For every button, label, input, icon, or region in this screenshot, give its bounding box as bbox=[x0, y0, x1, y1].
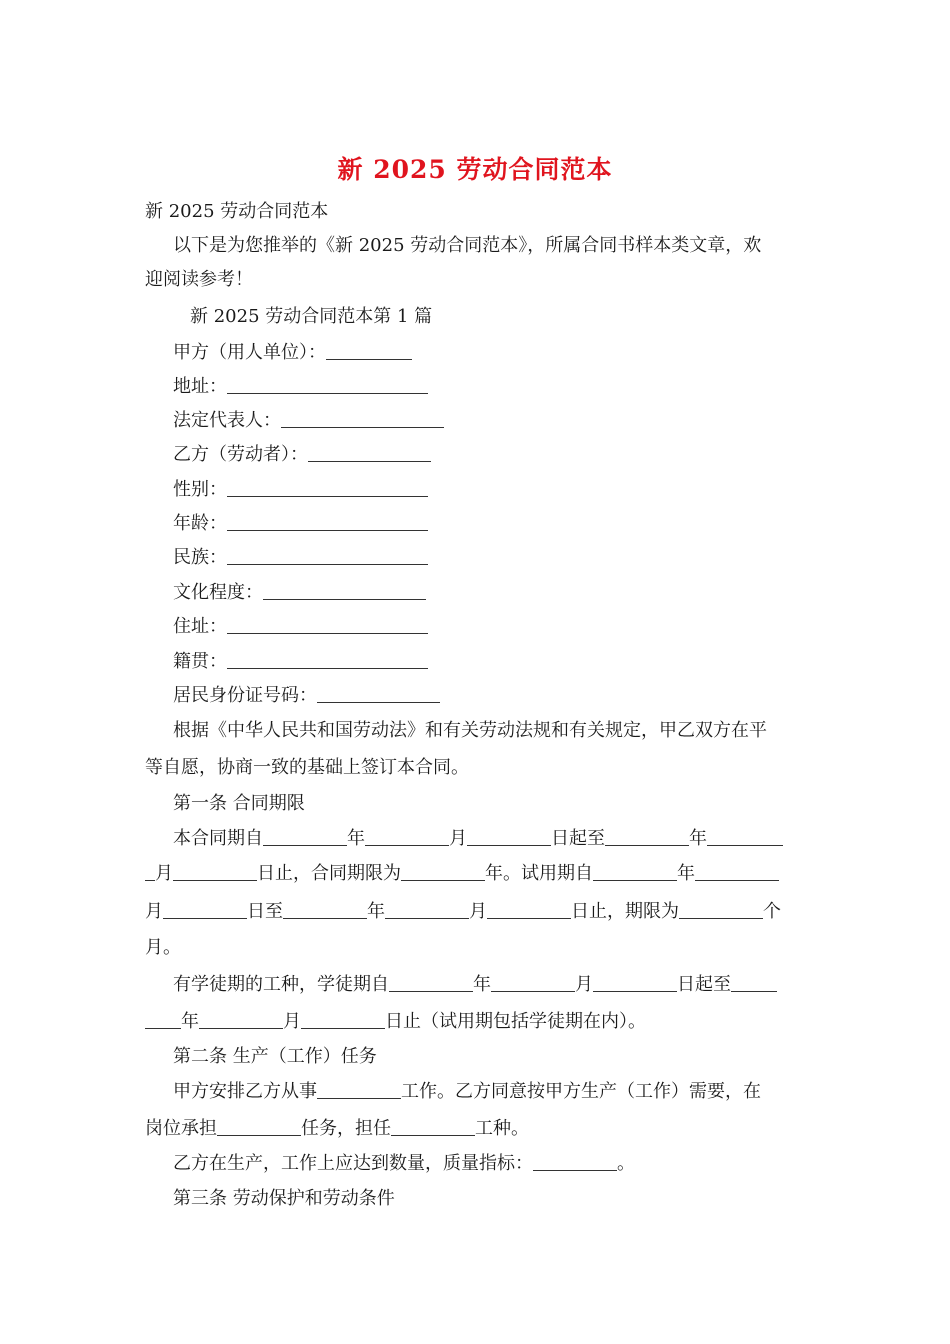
text-fragment: 工作。乙方同意按甲方生产（工作）需要，在 bbox=[401, 1081, 761, 1102]
blank-line bbox=[227, 375, 428, 394]
document-name: 新 2025 劳动合同范本 bbox=[145, 201, 329, 222]
intro-line-1: 以下是为您推举的《新 2025 劳动合同范本》，所属合同书样本类文章，欢 bbox=[173, 235, 762, 256]
text-fragment: 年。试用期自 bbox=[485, 863, 593, 884]
blank-line bbox=[227, 615, 428, 634]
field-label: 文化程度： bbox=[173, 582, 263, 603]
text-fragment: 本合同期自 bbox=[173, 828, 263, 849]
blank-line bbox=[163, 900, 247, 919]
text-fragment: 年 bbox=[689, 828, 707, 849]
basis-line-1: 根据《中华人民共和国劳动法》和有关劳动法规和有关规定，甲乙双方在平 bbox=[173, 720, 767, 741]
article-2-line-2 bbox=[145, 1117, 529, 1141]
blank-line bbox=[317, 684, 440, 703]
text-fragment: 月 bbox=[155, 863, 173, 884]
text-fragment: 日止，合同期限为 bbox=[257, 863, 401, 884]
blank-line bbox=[227, 478, 428, 497]
blank-line bbox=[281, 409, 444, 428]
field-party-b bbox=[173, 443, 431, 467]
blank-line bbox=[533, 1152, 617, 1171]
field-party-a bbox=[173, 341, 412, 365]
text-fragment: 岗位承担 bbox=[145, 1118, 217, 1139]
blank-line bbox=[695, 862, 779, 881]
text-fragment: 月 bbox=[145, 901, 163, 922]
document-title: 新 2025 劳动合同范本 bbox=[337, 155, 613, 184]
blank-line bbox=[391, 1117, 475, 1136]
text-fragment: 月 bbox=[575, 974, 593, 995]
text-fragment: 日止（试用期包括学徒期在内）。 bbox=[385, 1011, 646, 1032]
blank-line bbox=[487, 900, 571, 919]
text-fragment: 年 bbox=[181, 1011, 199, 1032]
field-education bbox=[173, 581, 426, 605]
text-fragment: 日起至 bbox=[551, 828, 605, 849]
text-fragment: 日起至 bbox=[677, 974, 731, 995]
field-residence bbox=[173, 615, 428, 639]
blank-line bbox=[227, 650, 428, 669]
blank-line bbox=[173, 862, 257, 881]
blank-line bbox=[593, 973, 677, 992]
blank-line bbox=[365, 827, 449, 846]
field-native-place bbox=[173, 650, 428, 674]
field-label: 法定代表人： bbox=[173, 410, 281, 431]
article-1-line-3 bbox=[145, 900, 781, 924]
blank-line bbox=[263, 581, 426, 600]
text-fragment: 日至 bbox=[247, 901, 283, 922]
blank-line bbox=[145, 862, 155, 881]
text-fragment: 甲方安排乙方从事 bbox=[173, 1081, 317, 1102]
text-fragment: 工种。 bbox=[475, 1118, 529, 1139]
blank-line bbox=[263, 827, 347, 846]
apprentice-line-1 bbox=[173, 973, 777, 997]
blank-line bbox=[467, 827, 551, 846]
field-id-number bbox=[173, 684, 440, 708]
blank-line bbox=[491, 973, 575, 992]
article-1-line-2 bbox=[145, 862, 779, 886]
text-fragment: 年 bbox=[677, 863, 695, 884]
article-3-heading: 第三条 劳动保护和劳动条件 bbox=[173, 1188, 395, 1209]
basis-line-2: 等自愿，协商一致的基础上签订本合同。 bbox=[145, 757, 469, 778]
field-label: 地址： bbox=[173, 376, 227, 397]
blank-line bbox=[679, 900, 763, 919]
article-2-line-1 bbox=[173, 1080, 761, 1104]
field-label: 年龄： bbox=[173, 513, 227, 534]
field-label: 乙方（劳动者）： bbox=[173, 444, 308, 465]
blank-line bbox=[389, 973, 473, 992]
field-label: 居民身份证号码： bbox=[173, 685, 317, 706]
text-fragment: 乙方在生产，工作上应达到数量，质量指标： bbox=[173, 1153, 533, 1174]
blank-line bbox=[308, 443, 431, 462]
blank-line bbox=[227, 546, 428, 565]
text-fragment: 任务，担任 bbox=[301, 1118, 391, 1139]
field-label: 甲方（用人单位）： bbox=[173, 342, 326, 363]
article-2-heading: 第二条 生产（工作）任务 bbox=[173, 1046, 377, 1067]
blank-line bbox=[199, 1010, 283, 1029]
blank-line bbox=[217, 1117, 301, 1136]
text-fragment: 月 bbox=[469, 901, 487, 922]
blank-line bbox=[707, 827, 783, 846]
text-fragment: 年 bbox=[367, 901, 385, 922]
blank-line bbox=[145, 1010, 181, 1029]
text-fragment: 年 bbox=[473, 974, 491, 995]
blank-line bbox=[731, 973, 777, 992]
text-fragment: 有学徒期的工种，学徒期自 bbox=[173, 974, 389, 995]
blank-line bbox=[401, 862, 485, 881]
blank-line bbox=[227, 512, 428, 531]
apprentice-line-2 bbox=[145, 1010, 646, 1034]
section-heading: 新 2025 劳动合同范本第 1 篇 bbox=[190, 306, 433, 327]
blank-line bbox=[385, 900, 469, 919]
text-fragment: 日止，期限为 bbox=[571, 901, 679, 922]
text-fragment: 月 bbox=[449, 828, 467, 849]
article-1-line-4: 月。 bbox=[145, 937, 181, 958]
blank-line bbox=[605, 827, 689, 846]
field-label: 住址： bbox=[173, 616, 227, 637]
blank-line bbox=[326, 341, 412, 360]
field-ethnicity bbox=[173, 546, 428, 570]
article-1-heading: 第一条 合同期限 bbox=[173, 793, 305, 814]
field-address bbox=[173, 375, 428, 399]
field-legal-rep bbox=[173, 409, 444, 433]
field-label: 籍贯： bbox=[173, 651, 227, 672]
article-1-line-1 bbox=[173, 827, 783, 851]
field-age bbox=[173, 512, 428, 536]
intro-line-2: 迎阅读参考！ bbox=[145, 269, 253, 290]
field-label: 性别： bbox=[173, 479, 227, 500]
field-gender bbox=[173, 478, 428, 502]
text-fragment: 。 bbox=[617, 1153, 635, 1174]
blank-line bbox=[593, 862, 677, 881]
text-fragment: 个 bbox=[763, 901, 781, 922]
text-fragment: 月 bbox=[283, 1011, 301, 1032]
blank-line bbox=[317, 1080, 401, 1099]
blank-line bbox=[301, 1010, 385, 1029]
article-2-line-3 bbox=[173, 1152, 635, 1176]
field-label: 民族： bbox=[173, 547, 227, 568]
blank-line bbox=[283, 900, 367, 919]
text-fragment: 年 bbox=[347, 828, 365, 849]
